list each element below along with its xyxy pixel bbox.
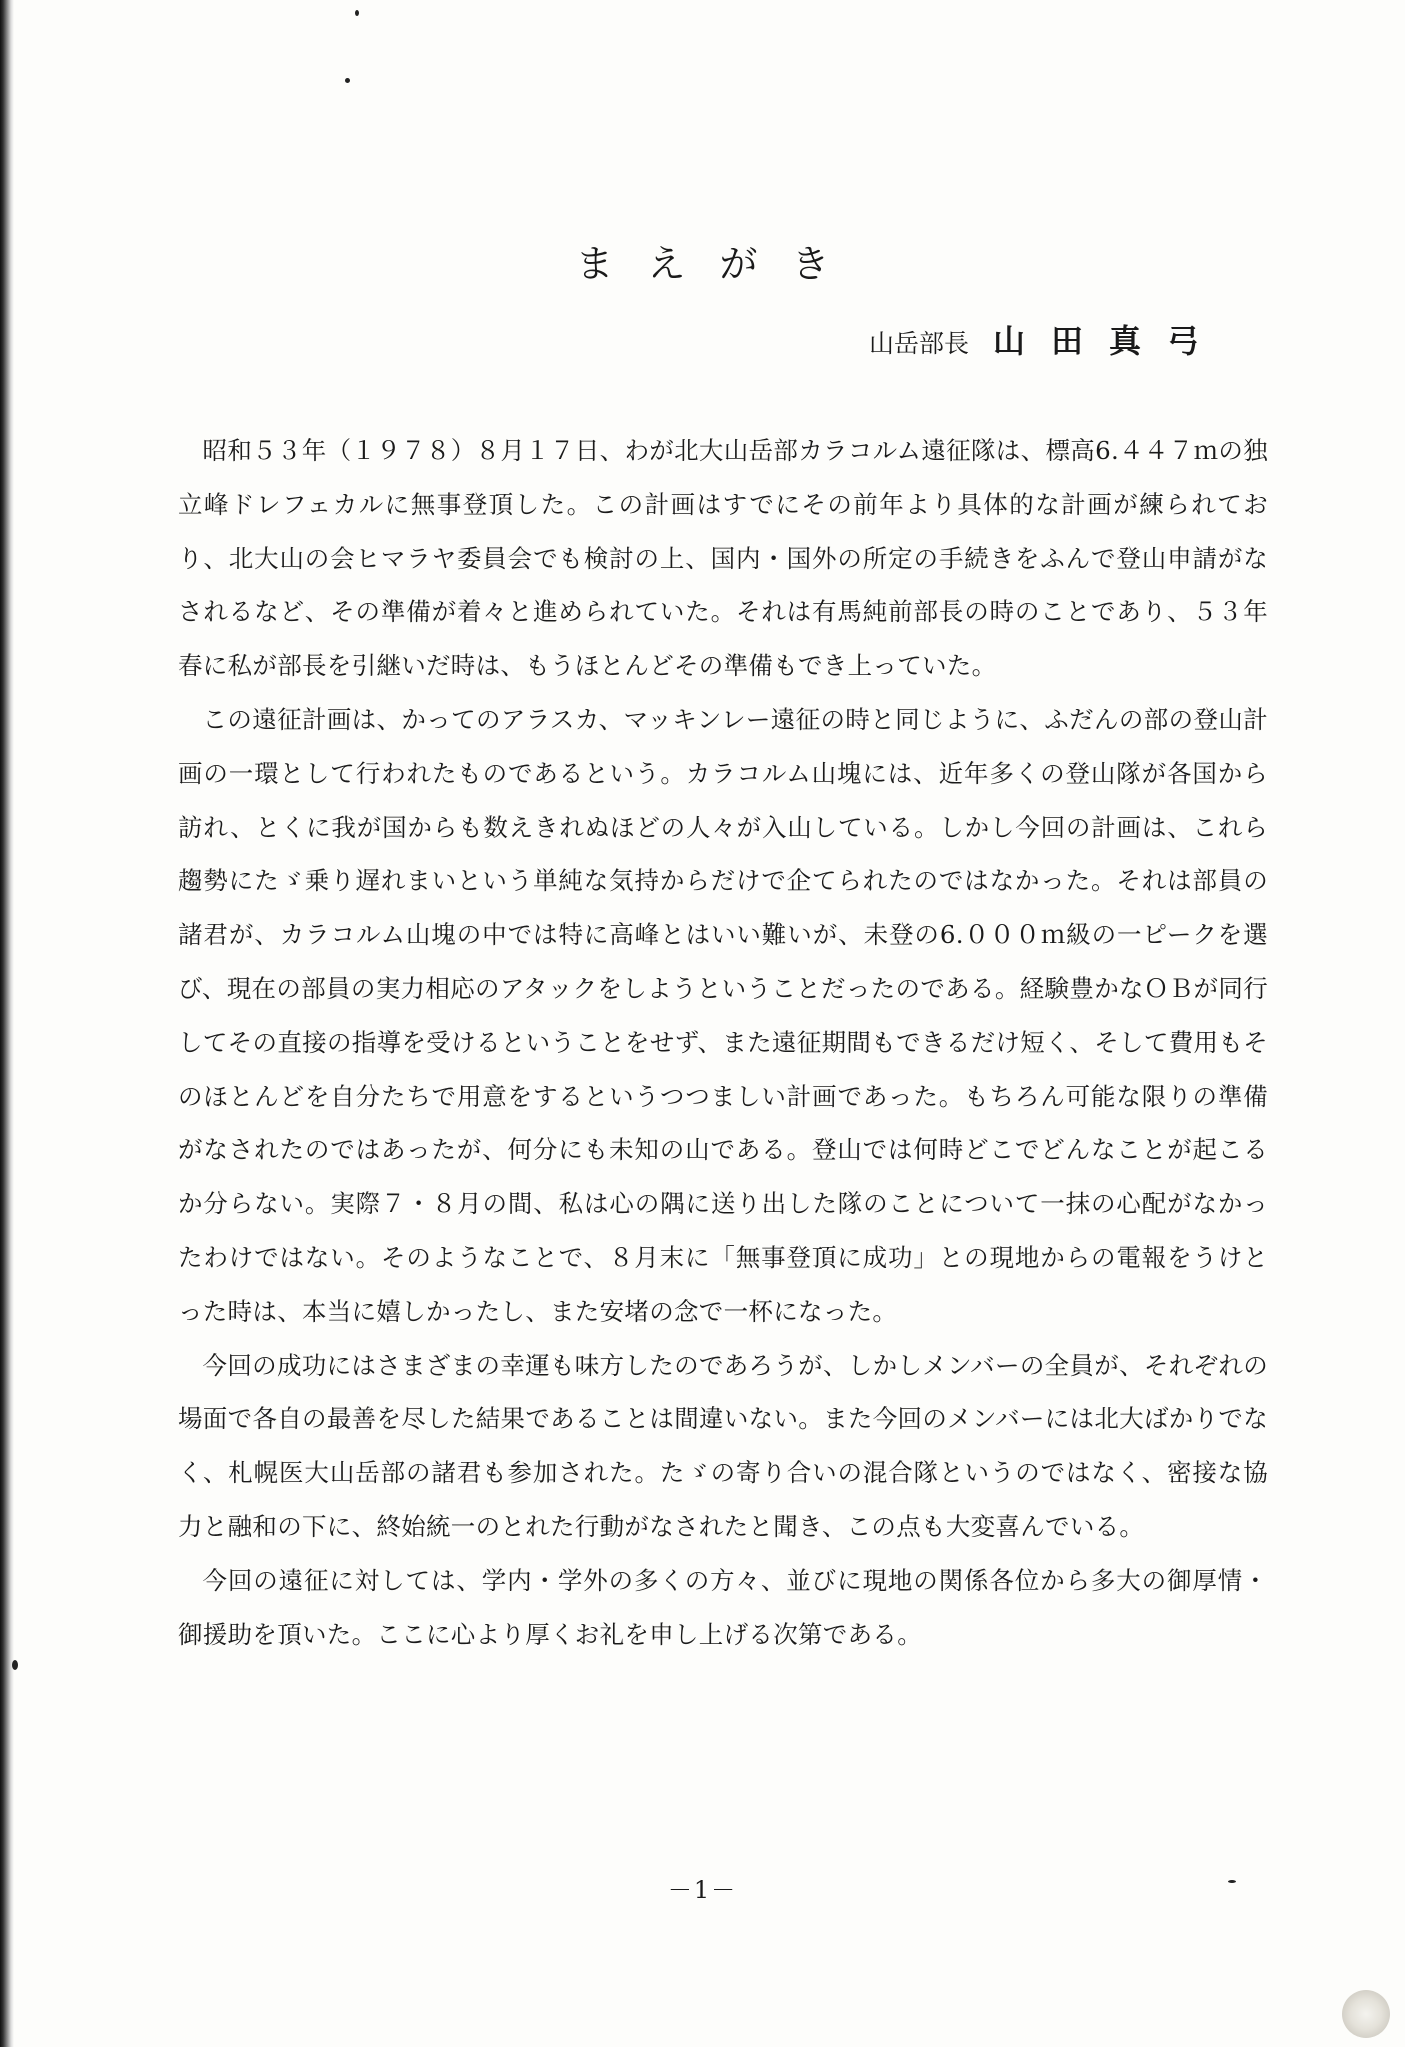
paragraph-4: 今回の遠征に対しては、学内・学外の多くの方々、並びに現地の関係各位から多大の御厚情・御援助を頂いた。ここに心より厚くお礼を申し上げる次第である。 — [178, 1565, 1268, 1649]
ink-speck — [12, 1660, 18, 1670]
author-byline — [869, 316, 1225, 362]
body-text — [178, 424, 1268, 1661]
ink-speck — [345, 78, 350, 83]
paragraph-2: この遠征計画は、かってのアラスカ、マッキンレー遠征の時と同じように、ふだんの部の登山計画の一環として行われたものであるという。カラコルム山塊には、近年多くの登山隊が各国から訪れ、とくに我が国からも数えきれぬほどの人々が入山している。しかし今回の計画は、これら趨勢にたゞ乗り遅れまいという単純な気持からだけで企てられたのではなかった。それは部員の諸君が、カラコルム山塊の中では特に高峰とはいい難いが、未登の6.０００ｍ級の一ピークを選び、現在の部員の実力相応のアタックをしようということだったのである。経験豊かなＯＢが同行してその直接の指導を受けるということをせず、また遠征期間もできるだけ短く、そして費用もそのほとんどを自分たちで用意をするというつつましい計画であった。もちろん可能な限りの準備がなされたのではあったが、何分にも未知の山である。登山では何時どこでどんなことが起こるか分らない。実際７・８月の間、私は心の隅に送り出した隊のことについて一抹の心配がなかったわけではない。そのようなことで、８月末に「無事登頂に成功」との現地からの電報をうけとった時は、本当に嬉しかったし、また安堵の念で一杯になった。 — [178, 704, 1268, 1326]
binding-edge — [0, 0, 14, 2047]
page-title: まえがき — [575, 242, 864, 287]
author-name: 山田真弓 — [992, 322, 1225, 360]
ink-speck — [355, 10, 359, 16]
library-stamp — [1342, 1990, 1390, 2038]
paragraph-3: 今回の成功にはさまざまの幸運も味方したのであろうが、しかしメンバーの全員が、それぞれの場面で各自の最善を尽した結果であることは間違いない。また今回のメンバーには北大ばかりでなく、札幌医大山岳部の諸君も参加された。たゞの寄り合いの混合隊というのではなく、密接な協力と融和の下に、終始統一のとれた行動がなされたと聞き、この点も大変喜んでいる。 — [178, 1350, 1268, 1541]
paragraph-1: 昭和５３年（１９７８）８月１７日、わが北大山岳部カラコルム遠征隊は、標高6.４４７ｍの独立峰ドレフェカルに無事登頂した。この計画はすでにその前年より具体的な計画が練られており、北大山の会ヒマラヤ委員会でも検討の上、国内・国外の所定の手続きをふんで登山申請がなされるなど、その準備が着々と進められていた。それは有馬純前部長の時のことであり、５３年春に私が部長を引継いだ時は、もうほとんどその準備もでき上っていた。 — [178, 436, 1268, 681]
page-number: －1－ — [667, 1876, 738, 1904]
author-role: 山岳部長 — [868, 329, 969, 358]
